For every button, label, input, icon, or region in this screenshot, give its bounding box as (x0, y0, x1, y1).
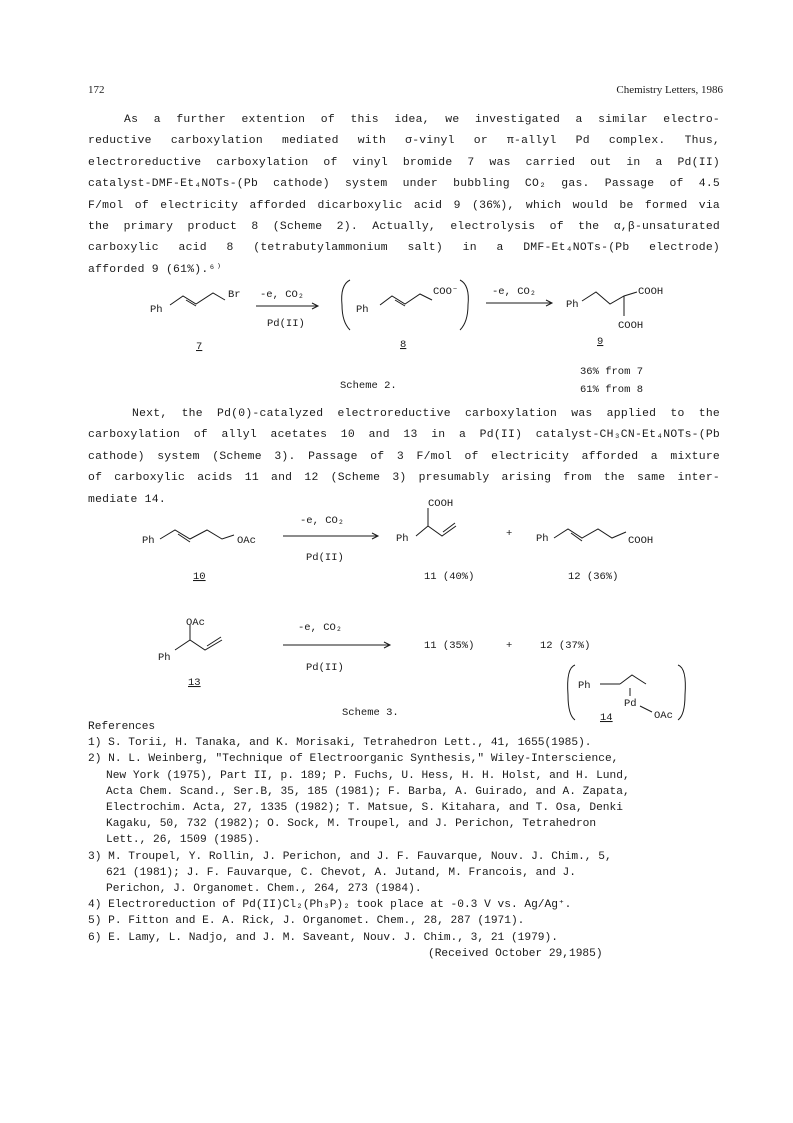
reference-line: 621 (1981); J. F. Fauvarque, C. Chevot, A. Jutand, M. Francois, and J. (106, 866, 576, 879)
reference-line: New York (1975), Part II, p. 189; P. Fuchs, U. Hess, H. H. Holst, and H. Lund, (106, 769, 630, 782)
bracket-right (460, 280, 468, 330)
para2-line: carboxylation of allyl acetates 10 and 13 in a Pd(II) catalyst-CH₃CN-Et₄NOTs-(Pb (88, 429, 720, 442)
scheme3-oac-13: OAc (186, 617, 205, 629)
allyl-acetate-10 (160, 530, 234, 539)
scheme3-label-11-yield: 11 (40%) (424, 571, 475, 583)
scheme2-caption: Scheme 2. (340, 380, 397, 392)
scheme2-ph-9: Ph (566, 299, 579, 311)
page-number: 172 (88, 84, 105, 96)
reference-line: Kagaku, 50, 732 (1982); O. Sock, M. Troupel, and J. Perichon, Tetrahedron (106, 818, 597, 831)
scheme2-ph-8: Ph (356, 304, 369, 316)
scheme3-ph-12: Ph (536, 533, 549, 545)
bracket-left (342, 280, 350, 330)
para1-line: reductive carboxylation mediated with σ-vinyl or π-allyl Pd complex. Thus, (88, 135, 720, 148)
scheme2-label-8: 8 (400, 339, 407, 351)
scheme2-ph: Ph (150, 304, 163, 316)
acid-11 (416, 526, 456, 536)
reference-line: 6) E. Lamy, L. Nadjo, and J. M. Saveant, Nouv. J. Chim., 3, 21 (1979). (88, 931, 558, 944)
references-heading: References (88, 721, 156, 733)
para2-line: mediate 14. (88, 493, 166, 506)
scheme2-coo-minus: COO⁻ (433, 286, 459, 298)
scheme3-label-13: 13 (188, 677, 201, 689)
scheme3-ph-10: Ph (142, 535, 155, 547)
scheme2-catalyst: Pd(II) (267, 318, 305, 330)
scheme3-label-12-yield: 12 (36%) (568, 571, 619, 583)
scheme3-oac-10: OAc (237, 535, 256, 547)
scheme3-reagent-1: -e, CO₂ (300, 515, 345, 527)
scheme-2 (0, 270, 793, 400)
scheme2-cooh-2: COOH (618, 320, 644, 332)
scheme3-label-10: 10 (193, 571, 206, 583)
diacid-9 (582, 292, 637, 304)
para1-line: electroreductive carboxylation of vinyl bromide 7 was carried out in a Pd(II) (88, 156, 720, 169)
para1-line: catalyst-DMF-Et₄NOTs-(Pb cathode) system under bubbling CO₂ gas. Passage of 4.5 (88, 178, 720, 191)
scheme3-cooh-12: COOH (628, 535, 654, 547)
scheme2-reagent: -e, CO₂ (260, 289, 305, 301)
para2-line: Next, the Pd(0)-catalyzed electroreductive carboxylation was applied to the (132, 408, 720, 420)
received-date: (Received October 29,1985) (428, 947, 603, 960)
scheme3-catalyst-1: Pd(II) (306, 552, 344, 564)
scheme3-reagent-2: -e, CO₂ (298, 622, 343, 634)
para1-line: As a further extention of this idea, we investigated a similar electro- (124, 114, 720, 126)
scheme2-label-7: 7 (196, 341, 203, 353)
scheme2-yield-1: 36% from 7 (580, 366, 644, 378)
scheme3-ph-13: Ph (158, 652, 171, 664)
references-section (88, 719, 720, 962)
reference-line: Perichon, J. Organomet. Chem., 264, 273 (1984). (106, 883, 422, 896)
scheme3-plus-2: + (506, 640, 513, 652)
para1-line: afforded 9 (61%).⁶⁾ (88, 263, 223, 276)
para2-line: of carboxylic acids 11 and 12 (Scheme 3) presumably arising from the same inter- (88, 472, 720, 485)
scheme3-cooh-11: COOH (428, 498, 454, 510)
scheme3-ph-11: Ph (396, 533, 409, 545)
vinyl-bromide-7 (170, 293, 225, 305)
scheme2-label-9: 9 (597, 336, 604, 348)
scheme2-yield-2: 61% from 8 (580, 384, 644, 396)
allyl-acetate-13 (175, 640, 222, 650)
acid-12 (554, 529, 626, 538)
reference-line: 3) M. Troupel, Y. Rollin, J. Perichon, and J. F. Fauvarque, Nouv. J. Chim., 5, (88, 850, 612, 863)
scheme3-caption: Scheme 3. (342, 707, 399, 719)
reference-line: 1) S. Torii, H. Tanaka, and K. Morisaki, Tetrahedron Lett., 41, 1655(1985). (88, 737, 592, 750)
reference-line: Lett., 26, 1509 (1985). (106, 834, 261, 847)
para1-line: the primary product 8 (Scheme 2). Actually, electrolysis of the α,β-unsaturated (88, 221, 720, 234)
reference-line: Electrochim. Acta, 27, 1335 (1982); T. Matsue, S. Kitahara, and T. Osa, Denki (106, 802, 623, 815)
para1-line: carboxylic acid 8 (tetrabutylammonium salt) in a DMF-Et₄NOTs-(Pb electrode) (88, 242, 720, 255)
scheme3-plus-1: + (506, 528, 513, 540)
scheme3-oac-14: OAc (654, 710, 673, 722)
para2-line: cathode) system (Scheme 3). Passage of 3 F/mol of electricity afforded a mixture (88, 450, 720, 463)
scheme-3 (0, 495, 793, 725)
para1-line: F/mol of electricity afforded dicarboxylic acid 9 (36%), which would be formed via (88, 199, 720, 212)
acid-8 (380, 294, 432, 305)
paragraph-1 (88, 110, 720, 281)
reference-line: 5) P. Fitton and E. A. Rick, J. Organomet. Chem., 28, 287 (1971). (88, 915, 525, 928)
scheme3-label-12-yield-2: 12 (37%) (540, 640, 591, 652)
scheme3-catalyst-2: Pd(II) (306, 662, 344, 674)
scheme2-cooh-1: COOH (638, 286, 664, 298)
scheme3-label-14: 14 (600, 712, 613, 724)
journal-header: Chemistry Letters, 1986 (616, 84, 723, 96)
scheme3-ph-14: Ph (578, 680, 591, 692)
scheme2-br: Br (228, 289, 241, 301)
scheme3-label-11-yield-2: 11 (35%) (424, 640, 475, 652)
reference-line: 2) N. L. Weinberg, "Technique of Electroorganic Synthesis," Wiley-Interscience, (88, 753, 619, 766)
reference-line: Acta Chem. Scand., Ser.B, 35, 185 (1981); F. Barba, A. Guirado, and A. Zapata, (106, 785, 630, 798)
scheme3-pd-14: Pd (624, 698, 637, 710)
scheme2-reagent-2: -e, CO₂ (492, 286, 537, 298)
bracket-14-right (678, 665, 685, 720)
bracket-14-left (568, 665, 575, 720)
reference-line: 4) Electroreduction of Pd(II)Cl₂(Ph₃P)₂ took place at -0.3 V vs. Ag/Ag⁺. (88, 899, 572, 912)
